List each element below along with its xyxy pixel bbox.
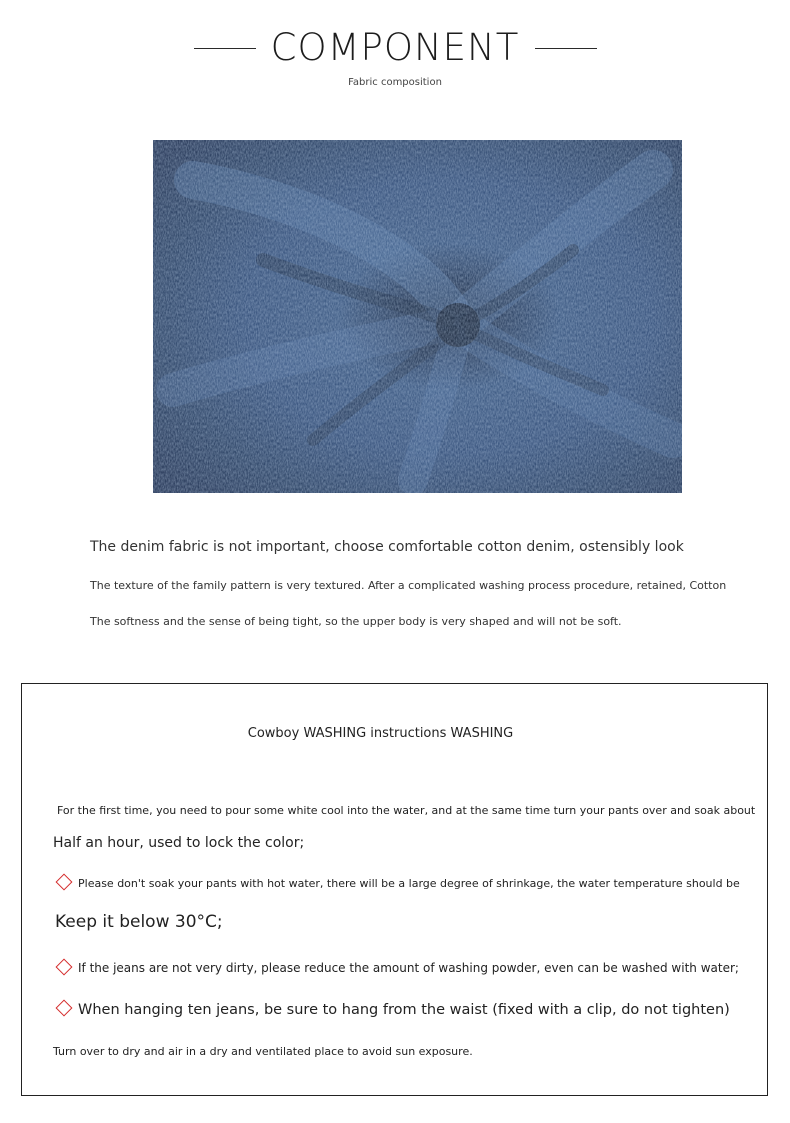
- washing-line-1: For the first time, you need to pour some white cool into the water, and at the same time turn your pants over and soak about: [57, 804, 756, 817]
- washing-item-3: [58, 1002, 730, 1018]
- page-subtitle: Fabric composition: [348, 77, 442, 88]
- washing-instructions-box: [21, 683, 768, 1096]
- title-rule-right: [535, 48, 597, 49]
- washing-line-2: Half an hour, used to lock the color;: [53, 835, 305, 851]
- diamond-bullet-icon: [56, 1000, 73, 1017]
- washing-line-5: If the jeans are not very dirty, please reduce the amount of washing powder, even can be washed with water;: [78, 961, 739, 975]
- washing-line-3: Please don't soak your pants with hot water, there will be a large degree of shrinkage, the water temperature should be: [78, 877, 740, 890]
- washing-line-4: Keep it below 30°C;: [55, 912, 223, 932]
- washing-line-6: When hanging ten jeans, be sure to hang from the waist (fixed with a clip, do not tighten): [78, 1002, 730, 1018]
- washing-item-2: [58, 961, 739, 975]
- washing-title: Cowboy WASHING instructions WASHING: [247, 726, 514, 741]
- washing-line-7: Turn over to dry and air in a dry and ventilated place to avoid sun exposure.: [53, 1045, 473, 1058]
- diamond-bullet-icon: [56, 874, 73, 891]
- description-line-2: The texture of the family pattern is very textured. After a complicated washing process procedure, retained, Cotton: [90, 579, 727, 592]
- denim-fabric-image: [153, 140, 682, 493]
- description-line-3: The softness and the sense of being tight, so the upper body is very shaped and will not be soft.: [90, 615, 622, 628]
- washing-item-1: [58, 877, 740, 890]
- page-title: COMPONENT: [270, 26, 520, 69]
- diamond-bullet-icon: [56, 958, 73, 975]
- description-line-1: The denim fabric is not important, choose comfortable cotton denim, ostensibly look: [90, 539, 684, 555]
